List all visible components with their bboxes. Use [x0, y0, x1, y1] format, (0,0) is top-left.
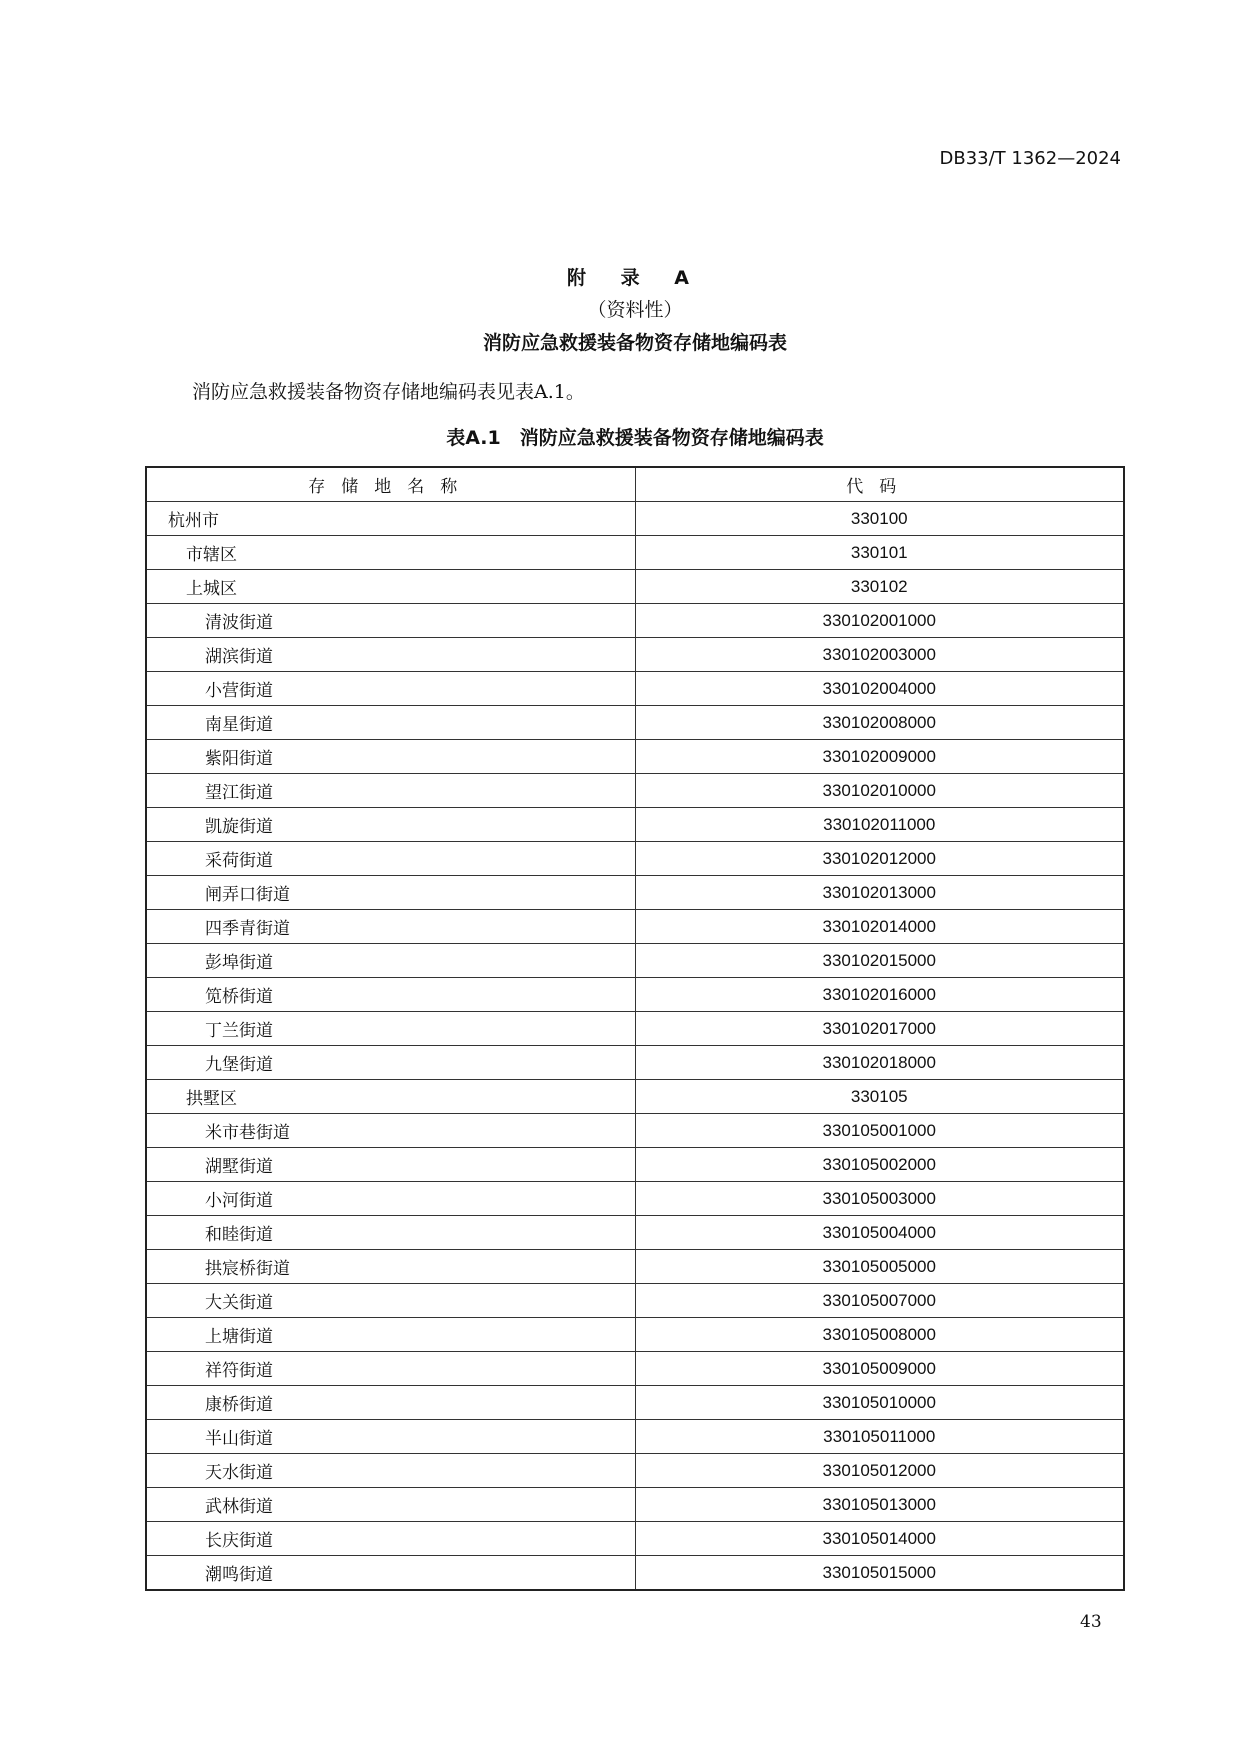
location-name: 丁兰街道 — [146, 1012, 635, 1046]
location-name: 祥符街道 — [146, 1352, 635, 1386]
location-code: 330102018000 — [635, 1046, 1124, 1080]
table-row — [146, 910, 1124, 944]
location-code: 330105013000 — [635, 1488, 1124, 1522]
table-row — [146, 1012, 1124, 1046]
appendix-title: 消防应急救援装备物资存储地编码表 — [482, 332, 787, 354]
location-code: 330105008000 — [635, 1318, 1124, 1352]
table-row — [146, 672, 1124, 706]
location-code: 330105015000 — [635, 1556, 1124, 1591]
location-code: 330102003000 — [635, 638, 1124, 672]
location-name: 湖滨街道 — [146, 638, 635, 672]
location-code: 330101 — [635, 536, 1124, 570]
table-row — [146, 570, 1124, 604]
location-name: 上塘街道 — [146, 1318, 635, 1352]
location-name: 杭州市 — [146, 502, 635, 536]
column-header-code: 代码 — [635, 467, 1124, 502]
location-code: 330102009000 — [635, 740, 1124, 774]
location-name: 市辖区 — [146, 536, 635, 570]
location-name: 天水街道 — [146, 1454, 635, 1488]
location-code: 330105012000 — [635, 1454, 1124, 1488]
code-table — [145, 466, 1125, 1591]
location-name: 潮鸣街道 — [146, 1556, 635, 1591]
location-name: 紫阳街道 — [146, 740, 635, 774]
table-row — [146, 1250, 1124, 1284]
location-name: 凯旋街道 — [146, 808, 635, 842]
table-row — [146, 876, 1124, 910]
location-code: 330105002000 — [635, 1148, 1124, 1182]
location-name: 采荷街道 — [146, 842, 635, 876]
location-name: 笕桥街道 — [146, 978, 635, 1012]
location-name: 长庆街道 — [146, 1522, 635, 1556]
location-name: 武林街道 — [146, 1488, 635, 1522]
table-row — [146, 1080, 1124, 1114]
location-name: 上城区 — [146, 570, 635, 604]
table-row — [146, 1216, 1124, 1250]
location-name: 南星街道 — [146, 706, 635, 740]
table-row — [146, 638, 1124, 672]
appendix-nature: （资料性） — [587, 299, 683, 321]
location-code: 330102011000 — [635, 808, 1124, 842]
table-row — [146, 1284, 1124, 1318]
location-name: 拱宸桥街道 — [146, 1250, 635, 1284]
page-number: 43 — [1080, 1612, 1102, 1632]
location-code: 330102015000 — [635, 944, 1124, 978]
location-code: 330105014000 — [635, 1522, 1124, 1556]
location-code: 330105010000 — [635, 1386, 1124, 1420]
location-code: 330102017000 — [635, 1012, 1124, 1046]
location-code: 330102016000 — [635, 978, 1124, 1012]
location-name: 半山街道 — [146, 1420, 635, 1454]
location-code: 330102010000 — [635, 774, 1124, 808]
location-code: 330105011000 — [635, 1420, 1124, 1454]
table-header-row — [146, 467, 1124, 502]
location-code: 330105005000 — [635, 1250, 1124, 1284]
location-name: 四季青街道 — [146, 910, 635, 944]
table-row — [146, 706, 1124, 740]
table-row — [146, 1488, 1124, 1522]
location-name: 和睦街道 — [146, 1216, 635, 1250]
standard-number: DB33/T 1362—2024 — [939, 148, 1121, 169]
location-name: 彭埠街道 — [146, 944, 635, 978]
location-code: 330102012000 — [635, 842, 1124, 876]
table-row — [146, 842, 1124, 876]
location-name: 湖墅街道 — [146, 1148, 635, 1182]
table-row — [146, 502, 1124, 536]
table-row — [146, 1454, 1124, 1488]
table-row — [146, 1182, 1124, 1216]
table-row — [146, 1556, 1124, 1591]
location-code: 330105007000 — [635, 1284, 1124, 1318]
location-name: 拱墅区 — [146, 1080, 635, 1114]
location-name: 望江街道 — [146, 774, 635, 808]
table-row — [146, 1318, 1124, 1352]
location-code: 330100 — [635, 502, 1124, 536]
table-row — [146, 1386, 1124, 1420]
table-row — [146, 1148, 1124, 1182]
location-code: 330105009000 — [635, 1352, 1124, 1386]
table-row — [146, 1114, 1124, 1148]
location-name: 米市巷街道 — [146, 1114, 635, 1148]
location-code: 330102001000 — [635, 604, 1124, 638]
location-name: 九堡街道 — [146, 1046, 635, 1080]
table-row — [146, 604, 1124, 638]
location-code: 330105004000 — [635, 1216, 1124, 1250]
location-code: 330102004000 — [635, 672, 1124, 706]
location-code: 330105003000 — [635, 1182, 1124, 1216]
location-code: 330105001000 — [635, 1114, 1124, 1148]
table-body — [146, 502, 1124, 1591]
location-code: 330102008000 — [635, 706, 1124, 740]
location-code: 330102013000 — [635, 876, 1124, 910]
table-row — [146, 944, 1124, 978]
table-row — [146, 1352, 1124, 1386]
location-name: 闸弄口街道 — [146, 876, 635, 910]
table-row — [146, 1046, 1124, 1080]
appendix-label: 附 录 A — [567, 267, 703, 289]
table-row — [146, 536, 1124, 570]
location-code: 330105 — [635, 1080, 1124, 1114]
intro-paragraph: 消防应急救援装备物资存储地编码表见表A.1。 — [192, 381, 585, 403]
table-row — [146, 1420, 1124, 1454]
table-row — [146, 1522, 1124, 1556]
table-caption: 表A.1 消防应急救援装备物资存储地编码表 — [446, 427, 824, 449]
location-name: 清波街道 — [146, 604, 635, 638]
location-name: 小河街道 — [146, 1182, 635, 1216]
column-header-name: 存储地名称 — [146, 467, 635, 502]
table-row — [146, 774, 1124, 808]
location-code: 330102 — [635, 570, 1124, 604]
table-row — [146, 808, 1124, 842]
location-name: 康桥街道 — [146, 1386, 635, 1420]
location-name: 小营街道 — [146, 672, 635, 706]
location-name: 大关街道 — [146, 1284, 635, 1318]
table-row — [146, 978, 1124, 1012]
table-row — [146, 740, 1124, 774]
location-code: 330102014000 — [635, 910, 1124, 944]
